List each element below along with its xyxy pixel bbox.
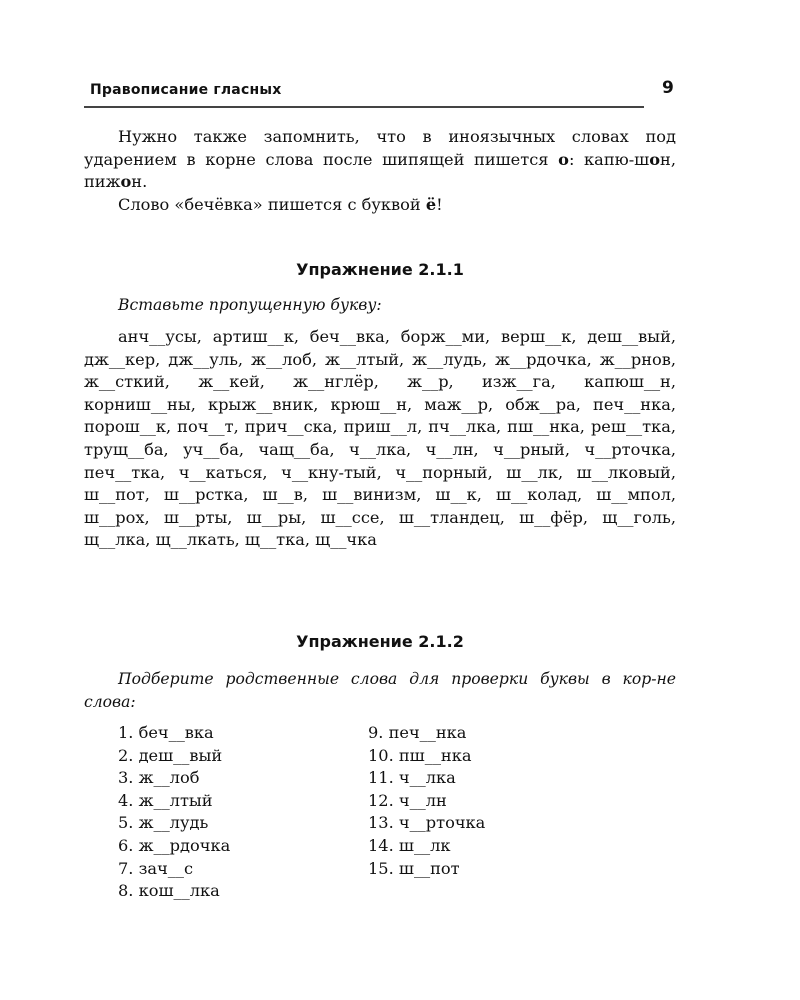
list-item: 8. кош__лка [118, 881, 220, 901]
list-item: 11. ч__лка [368, 768, 456, 788]
exercise-2-list-right [368, 722, 485, 880]
list-item: 14. ш__лк [368, 835, 451, 855]
list-item: 15. ш__пот [368, 858, 460, 878]
intro-paragraph-2: Слово «бечёвка» пишется с буквой ё! [118, 194, 443, 214]
list-item: 5. ж__лудь [118, 813, 209, 833]
bold-letter-o: о [558, 149, 569, 169]
section-title: Правописание гласных [90, 82, 282, 98]
list-item: 6. ж__рдочка [118, 835, 231, 855]
exercise-1-title: Упражнение 2.1.1 [296, 260, 464, 279]
exercise-2-title: Упражнение 2.1.2 [296, 632, 464, 651]
intro-text [84, 126, 676, 216]
list-item: 4. ж__лтый [118, 790, 213, 810]
list-item: 12. ч__лн [368, 790, 447, 810]
list-item: 13. ч__рточка [368, 813, 486, 833]
list-item: 2. деш__вый [118, 745, 223, 765]
exercise-2-instruction: Подберите родственные слова для проверки буквы в кор-не слова: [84, 670, 676, 711]
bold-letter-yo: ё [425, 194, 437, 214]
page-number: 9 [662, 78, 674, 98]
exercise-2-list-left [118, 722, 230, 903]
exercise-1-words: анч__усы, артиш__к, беч__вка, борж__ми, верш__к, деш__вый, дж__кер, дж__уль, ж__лоб, ж__лтый, ж__лудь, ж__рдочка, ж__рнов, ж__сткий, ж__кей, ж__нглёр, ж__р, изж__га, капюш__н, корниш__ны, крыж__вник, крюш__н, маж__р, обж__ра, печ__нка, порош__к, поч__т, прич__ска, приш__л, пч__лка, пш__нка, реш__тка, трущ__ба, уч__ба, чащ__ба, ч__лка, ч__лн, ч__рный, ч__рточка, печ__тка, ч__каться, ч__кну-тый, ч__порный, ш__лк, ш__лковый, ш__пот, ш__рстка, ш__в, ш__винизм, ш__к, ш__колад, ш__мпол, ш__рох, ш__рты, ш__ры, ш__ссе, ш__тландец, ш__фёр, щ__голь, щ__лка, щ__лкать, щ__тка, щ__чка [84, 327, 676, 550]
page-header [84, 78, 644, 108]
exercise-1-instruction: Вставьте пропущенную букву: [118, 296, 382, 314]
list-item: 3. ж__лоб [118, 768, 200, 788]
list-item: 10. пш__нка [368, 745, 472, 765]
intro-paragraph-1: Нужно также запомнить, что в иноязычных словах под ударением в корне слова после шипящей пишется о: капю-шон, пижон. [84, 127, 676, 191]
list-item: 9. печ__нка [368, 723, 467, 742]
list-item: 7. зач__с [118, 858, 194, 878]
list-item: 1. беч__вка [118, 723, 214, 742]
